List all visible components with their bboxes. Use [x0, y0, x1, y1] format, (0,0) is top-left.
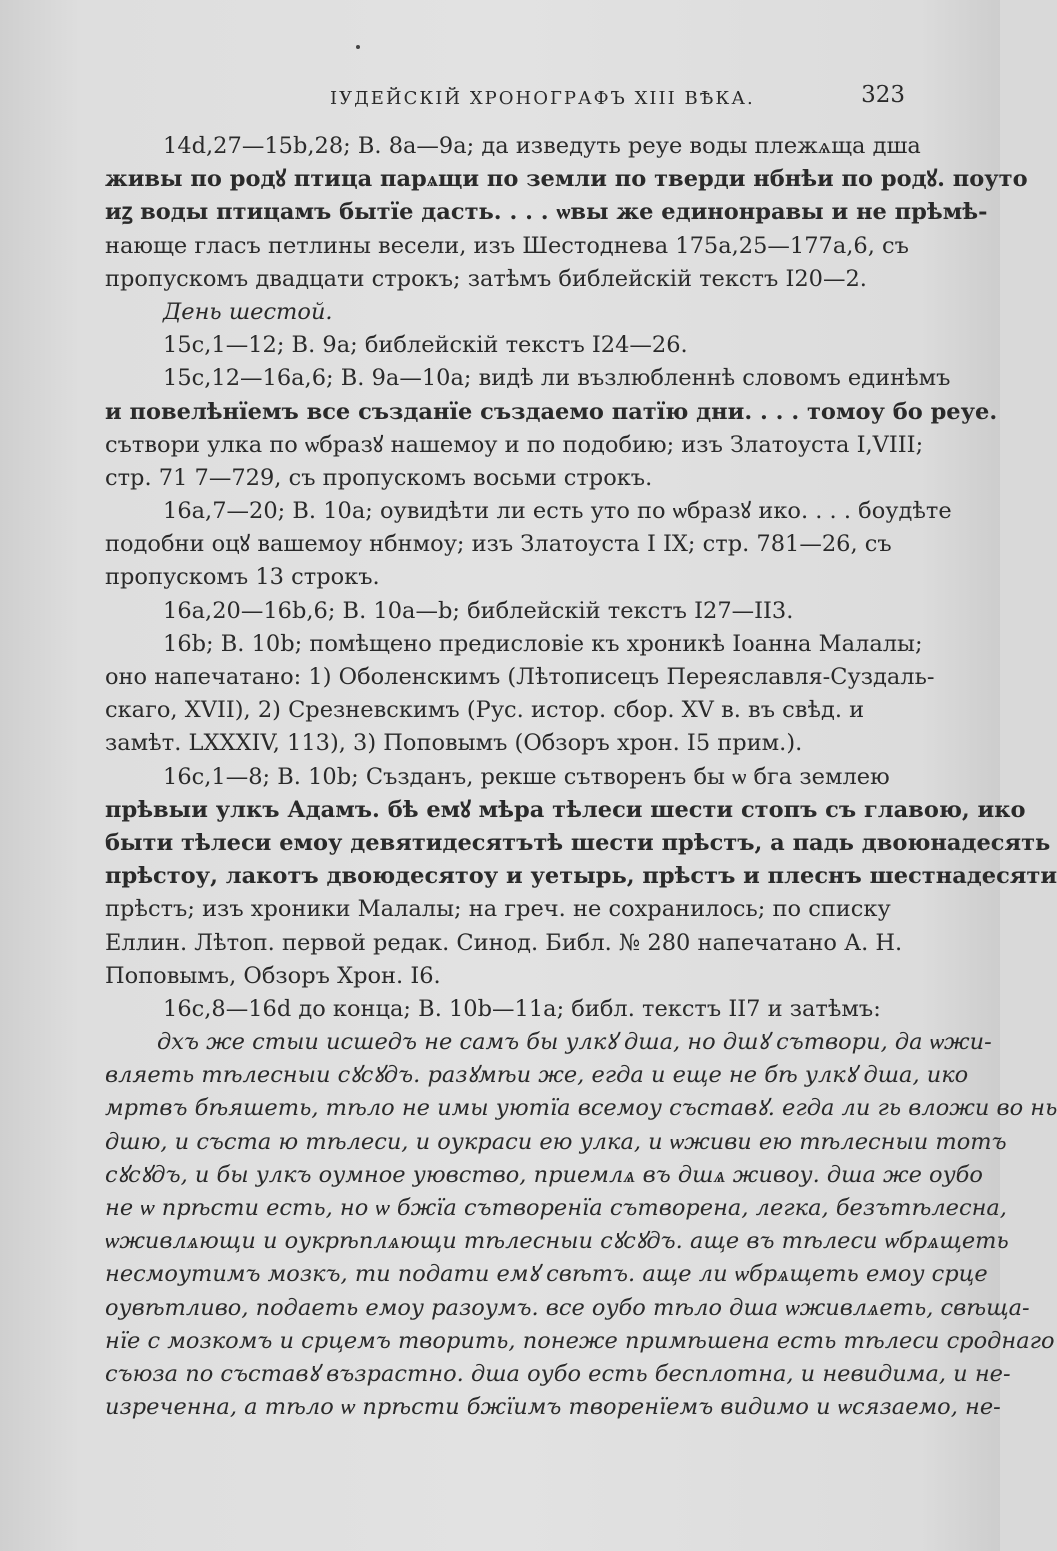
text-line: 16c,8—16d до конца; В. 10b—11a; библ. текстъ II7 и затѣмъ: — [163, 995, 881, 1022]
text-line: 16c,1—8; В. 10b; Създанъ, рекше сътворенъ бы ѡ бга землею — [163, 763, 890, 790]
text-line: быти тѣлеси емоу девятидесятътѣ шести прѣстъ, а падь двоюнадесять — [105, 829, 1051, 856]
text-line: подобни оцꙋ вашемоу нбнмоу; изъ Златоуста I IX; стр. 781—26, съ — [105, 531, 892, 558]
text-line: 15c,1—12; В. 9a; библейскiй текстъ I24—26. — [163, 332, 688, 359]
text-line: ѡживлѧющи и оукрѣплѧющи тѣлесныи сꙋсꙋдъ. аще въ тѣлеси ѡбрѧщеть — [105, 1228, 1009, 1255]
text-line: скаго, XVII), 2) Срезневскимъ (Рус. истор. сбор. XV в. въ свѣд. и — [105, 697, 865, 724]
text-line: Поповымъ, Обзоръ Хрон. I6. — [105, 962, 441, 989]
text-line: оувѣтливо, подаеть емоу разоумъ. все оубо тѣло дша ѡживлѧеть, свѣща- — [105, 1294, 1030, 1321]
text-line: дшю, и съста ю тѣлеси, и оукраси ею улка, и ѡживи ею тѣлесныи тотъ — [105, 1128, 1007, 1155]
text-line: пропускомъ 13 строкъ. — [105, 564, 380, 591]
text-line: 16a,7—20; В. 10a; оувидѣти ли есть уто по ѡбразꙋ ико. . . . боудѣте — [163, 498, 952, 525]
text-line: 16a,20—16b,6; В. 10a—b; библейскiй текстъ I27—II3. — [163, 597, 794, 624]
print-speck — [356, 45, 360, 49]
text-line: дхъ же стыи исшедъ не самъ бы улкꙋ дша, но дшꙋ сътвори, да ѡжи- — [157, 1029, 992, 1056]
text-line: съюза по съставꙋ възрастно. дша оубо есть бесплотна, и невидима, и не- — [105, 1360, 1011, 1387]
text-line: оно напечатано: 1) Оболенскимъ (Лѣтописецъ Переяславля-Суздаль- — [105, 664, 935, 690]
text-line: стр. 71 7—729, съ пропускомъ восьми строкъ. — [105, 464, 653, 491]
text-line: вляеть тѣлесныи сꙋсꙋдъ. разꙋмѣи же, егда и еще не бѣ улкꙋ дша, ико — [105, 1062, 969, 1089]
section-heading: День шестой. — [163, 298, 333, 325]
text-line: 15c,12—16a,6; В. 9a—10a; видѣ ли възлюбленнѣ словомъ единѣмъ — [163, 365, 951, 392]
text-line: живы по родꙋ птица парѧщи по земли по тверди нбнѣи по родꙋ. поуто — [105, 166, 1028, 193]
text-line: и повелѣнїемъ все създанїе създаемо патїю дни. . . . томоу бо реуе. — [105, 398, 998, 425]
text-line: сꙋсꙋдъ, и бы улкъ оумное уювство, приемлѧ въ дшѧ живоу. дша же оубо — [105, 1161, 983, 1188]
text-line: прѣстоу, лакотъ двоюдесятоу и уетырь, прѣстъ и плеснъ шестнадесяти — [105, 863, 1057, 890]
text-line: 16b; В. 10b; помѣщено предисловiе къ хроникѣ Iоанна Малалы; — [163, 630, 923, 657]
text-line: сътвори улка по ѡбразꙋ нашемоу и по подобию; изъ Златоуста I,VIII; — [105, 431, 924, 458]
text-line: замѣт. LXXXIV, 113), 3) Поповымъ (Обзоръ хрон. I5 прим.). — [105, 730, 803, 757]
text-line: нающе гласъ петлины весели, изъ Шестоднева 175a,25—177a,6, съ — [105, 232, 909, 259]
text-line: не ѡ прѣсти есть, но ѡ бжїа сътворенїа сътворена, легка, безътѣлесна, — [105, 1195, 1007, 1221]
text-body — [105, 130, 1057, 1424]
text-line: мртвъ бѣяшеть, тѣло не имы уютїа всемоу съставꙋ. егда ли гь вложи во нь — [105, 1095, 1057, 1122]
text-line: изреченна, а тѣло ѡ прѣсти бжїимъ творенїемъ видимо и ѡсязаемо, не- — [105, 1394, 1001, 1421]
page-number: 323 — [861, 82, 905, 108]
page-header — [105, 82, 905, 122]
running-title: IУДЕЙСКIЙ ХРОНОГРАФЪ XIII ВѢКА. — [330, 88, 755, 109]
text-line: несмоутимъ мозкъ, ти подати емꙋ свѣтъ. аще ли ѡбрѧщеть емоу срце — [105, 1261, 988, 1288]
text-line: иꙁ воды птицамъ бытїе дасть. . . . ѡвы же единонравы и не прѣмѣ- — [105, 199, 988, 226]
text-line: пропускомъ двадцати строкъ; затѣмъ библейскiй текстъ I20—2. — [105, 265, 867, 292]
text-line: прѣстъ; изъ хроники Малалы; на греч. не сохранилось; по списку — [105, 896, 891, 923]
text-line: прѣвыи улкъ Адамъ. бѣ емꙋ мѣра тѣлеси шести стопъ съ главою, ико — [105, 796, 1026, 823]
text-line: Еллин. Лѣтоп. первой редак. Синод. Библ. № 280 напечатано А. Н. — [105, 929, 903, 956]
text-line: нїе с мозкомъ и срцемъ творить, понеже примѣшена есть тѣлеси сроднаго — [105, 1327, 1055, 1354]
text-line: 14d,27—15b,28; В. 8a—9a; да изведуть реуе воды плежѧща дша — [163, 133, 921, 159]
